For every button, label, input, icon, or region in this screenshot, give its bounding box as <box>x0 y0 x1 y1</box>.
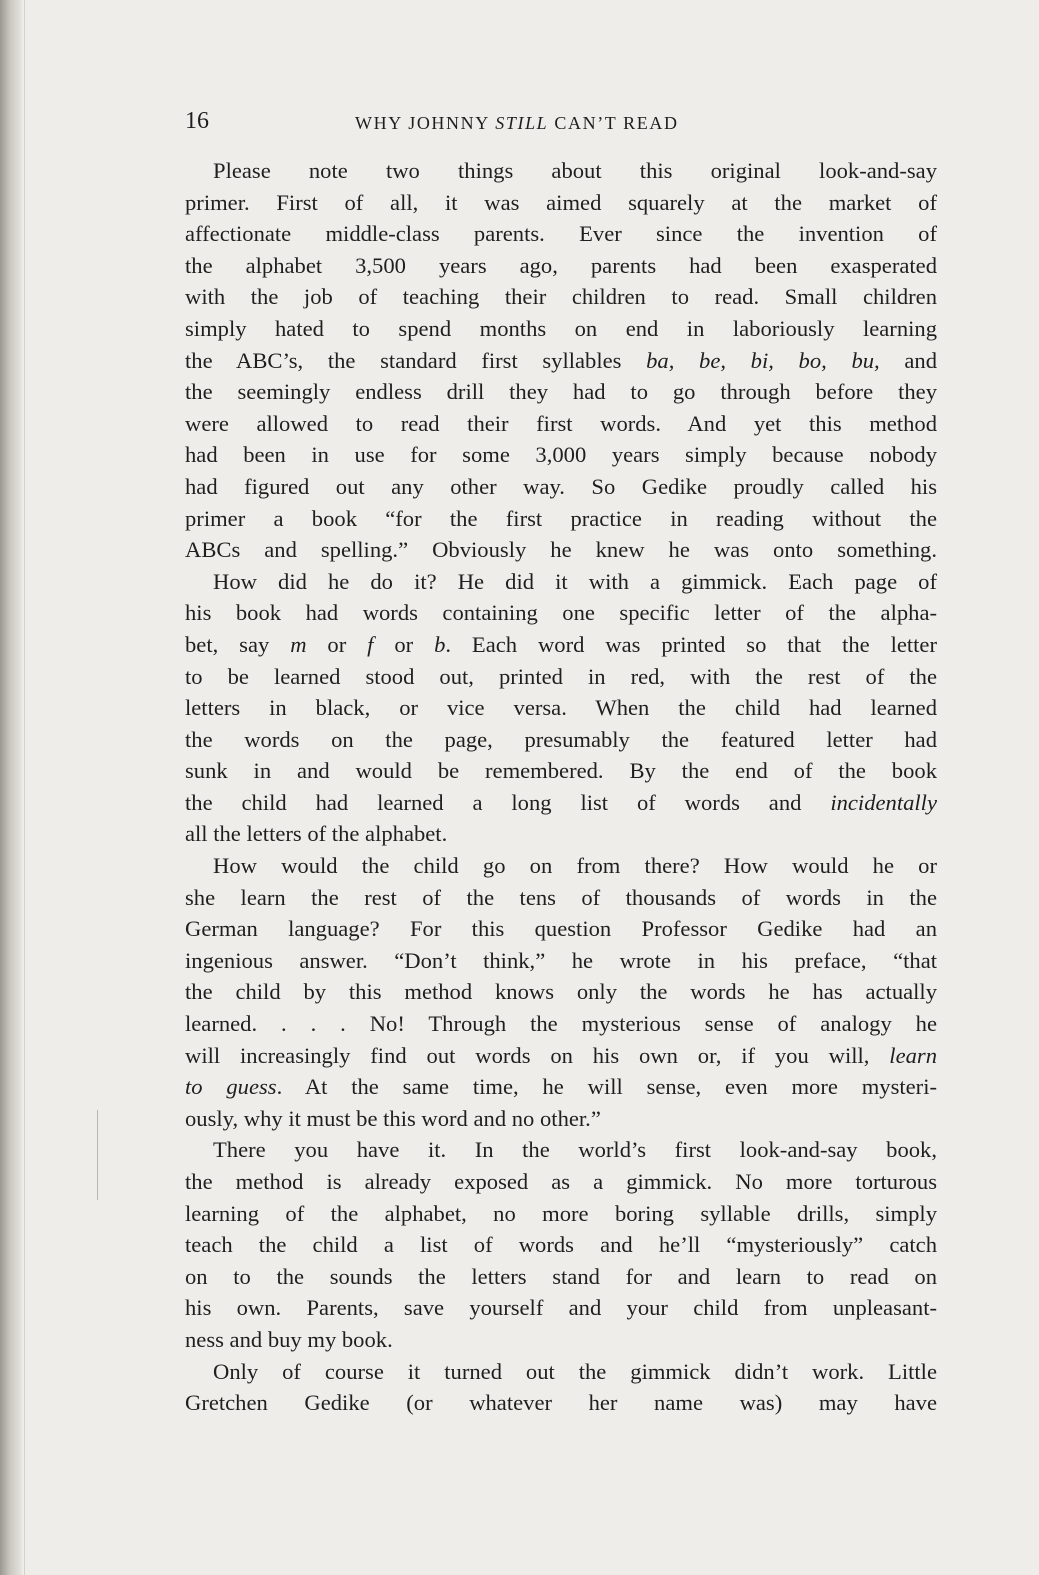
text-line: all the letters of the alphabet. <box>185 821 448 847</box>
text-line: ingenious answer. “Don’t think,” he wrote in his preface, “that <box>185 947 937 973</box>
paragraph-3 <box>185 850 937 1134</box>
text-line: had figured out any other way. So Gedike proudly called his <box>185 473 937 499</box>
text-line: Only of course it turned out the gimmick didn’t work. Little <box>213 1358 937 1384</box>
text-line: the child by this method knows only the words he has actually <box>185 979 937 1005</box>
text-line: affectionate middle-class parents. Ever since the invention of <box>185 221 937 247</box>
text-line: How would the child go on from there? How would he or <box>213 853 937 879</box>
paragraph-5 <box>185 1356 937 1419</box>
binding-shadow <box>0 0 22 1575</box>
text-line: had been in use for some 3,000 years simply because nobody <box>185 442 937 468</box>
text-line: were allowed to read their first words. And yet this method <box>185 410 937 436</box>
text-line: German language? For this question Professor Gedike had an <box>185 916 937 942</box>
body-text <box>185 155 937 1419</box>
running-title-part-1: WHY JOHNNY <box>355 113 496 133</box>
paragraph-4 <box>185 1134 937 1355</box>
text-line: ABCs and spelling.” Obviously he knew he was onto something. <box>185 537 937 563</box>
text-line: his own. Parents, save yourself and your child from unpleasant- <box>185 1295 937 1321</box>
text-line: sunk in and would be remembered. By the end of the book <box>185 758 937 784</box>
text-line: primer. First of all, it was aimed squarely at the market of <box>185 189 937 215</box>
running-head <box>185 106 935 138</box>
margin-pencil-mark <box>97 1110 98 1200</box>
text-line: learned. . . . No! Through the mysterious sense of analogy he <box>185 1011 937 1037</box>
text-line: Please note two things about this original look-and-say <box>213 158 937 183</box>
text-line: learning of the alphabet, no more boring syllable drills, simply <box>185 1200 937 1226</box>
text-line: the method is already exposed as a gimmick. No more torturous <box>185 1169 937 1194</box>
text-line: will increasingly find out words on his own or, if you will, learn <box>185 1042 937 1068</box>
text-line: to be learned stood out, printed in red, with the rest of the <box>185 663 937 689</box>
text-line: with the job of teaching their children to read. Small children <box>185 284 937 310</box>
text-line: ness and buy my book. <box>185 1326 393 1352</box>
text-line: on to the sounds the letters stand for and learn to read on <box>185 1263 937 1289</box>
text-line: letters in black, or vice versa. When the child had learned <box>185 695 937 721</box>
text-line: the child had learned a long list of words and incidentally <box>185 789 937 815</box>
text-line: bet, say m or f or b. Each word was printed so that the letter <box>185 631 937 657</box>
running-title <box>355 111 679 135</box>
running-title-italic: STILL <box>495 113 549 133</box>
text-line: There you have it. In the world’s first look-and-say book, <box>213 1137 937 1163</box>
text-line: she learn the rest of the tens of thousands of words in the <box>185 884 937 910</box>
page-number: 16 <box>185 108 209 134</box>
text-line: the alphabet 3,500 years ago, parents had been exasperated <box>185 252 937 278</box>
text-line: primer a book “for the first practice in reading without the <box>185 505 937 531</box>
binding-line <box>24 0 25 1575</box>
text-line: the ABC’s, the standard first syllables ba, be, bi, bo, bu, and <box>185 347 937 373</box>
text-line: How did he do it? He did it with a gimmick. Each page of <box>213 568 937 594</box>
text-line: the seemingly endless drill they had to go through before they <box>185 379 937 405</box>
text-line: Gretchen Gedike (or whatever her name was) may have <box>185 1390 937 1416</box>
text-line: the words on the page, presumably the featured letter had <box>185 726 937 752</box>
text-line: ously, why it must be this word and no other.” <box>185 1105 601 1131</box>
paragraph-2 <box>185 566 937 850</box>
text-line: to guess. At the same time, he will sense, even more mysteri- <box>185 1074 937 1100</box>
text-line: simply hated to spend months on end in laboriously learning <box>185 315 937 341</box>
text-line: his book had words containing one specific letter of the alpha- <box>185 600 937 626</box>
text-line: teach the child a list of words and he’ll “mysteriously” catch <box>185 1232 937 1258</box>
running-title-part-2: CAN’T READ <box>548 113 679 133</box>
paragraph-1 <box>185 155 937 566</box>
